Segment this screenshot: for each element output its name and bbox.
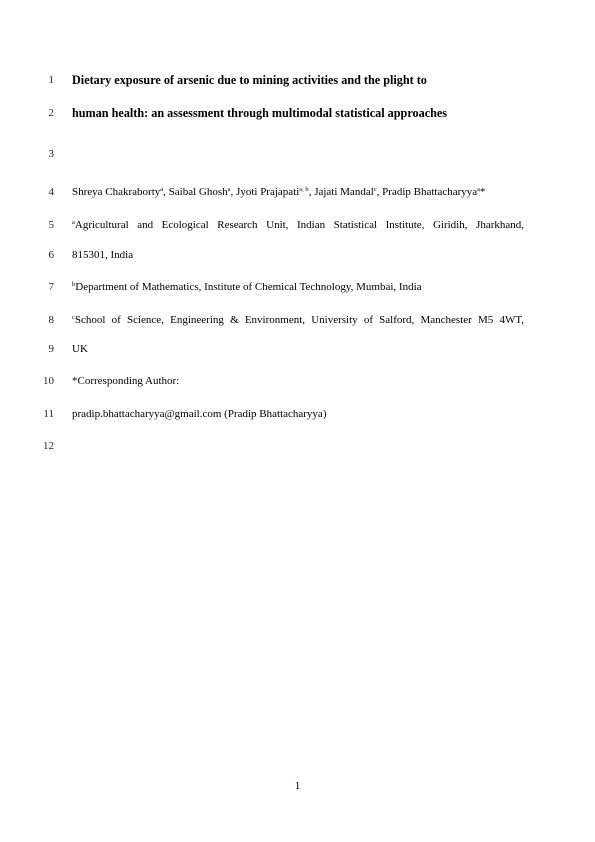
author-affiliation-mark: c [373, 186, 377, 193]
line-number: 4 [48, 186, 54, 198]
author-separator: , [230, 186, 237, 198]
manuscript-line-5 [0, 215, 595, 235]
manuscript-line-6 [0, 245, 595, 265]
manuscript-line-8 [0, 310, 595, 330]
affiliation-c-line-1 [72, 310, 524, 330]
affiliation-a-line-1 [72, 215, 524, 235]
manuscript-line-4 [0, 182, 595, 202]
affiliation-mark: c [72, 314, 75, 321]
author-name: Saibal Ghosh [168, 186, 228, 198]
author-list [72, 182, 524, 202]
author-name: Pradip Bhattacharyya [382, 186, 478, 198]
author-affiliation-mark: a [227, 186, 231, 193]
manuscript-line-10 [0, 371, 595, 391]
affiliation-text: Department of Mathematics, Institute of Chemical Technology, Mumbai, India [75, 281, 422, 293]
author-affiliation-mark: a, b [299, 186, 309, 193]
manuscript-line-11 [0, 404, 595, 424]
affiliation-mark: a [72, 219, 75, 226]
manuscript-line-2 [0, 103, 595, 123]
affiliation-a-line-2: 815301, India [72, 249, 134, 261]
manuscript-line-1 [0, 70, 595, 90]
affiliation-c-line-2: UK [72, 343, 88, 355]
line-number: 11 [43, 408, 54, 420]
line-number: 9 [48, 343, 54, 355]
line-number: 1 [48, 74, 54, 86]
author-name: Jajati Mandal [314, 186, 374, 198]
affiliation-text: Agricultural and Ecological Research Unit, Indian Statistical Institute, Giridih, Jharkhand, [74, 219, 524, 231]
line-number: 3 [48, 148, 54, 160]
corresponding-author-label: *Corresponding Author: [72, 375, 180, 387]
author-separator: , [376, 186, 383, 198]
corresponding-author-contact: pradip.bhattacharyya@gmail.com (Pradip Bhattacharyya) [72, 408, 327, 420]
affiliation-b [72, 277, 524, 297]
affiliation-text: School of Science, Engineering & Environment, University of Salford, Manchester M5 4WT, [74, 314, 524, 326]
author-affiliation-mark: a [160, 186, 164, 193]
manuscript-line-7 [0, 277, 595, 297]
line-number: 10 [43, 375, 54, 387]
manuscript-line-9 [0, 339, 595, 359]
line-number: 2 [48, 107, 54, 119]
title-line-1: Dietary exposure of arsenic due to mining activities and the plight to [72, 73, 427, 87]
author-affiliation-mark: a [477, 186, 481, 193]
line-number: 5 [48, 219, 54, 231]
line-number: 7 [48, 281, 54, 293]
corresponding-author-mark: * [480, 186, 486, 198]
manuscript-line-12 [0, 436, 595, 456]
author-separator: , [308, 186, 315, 198]
affiliation-mark: b [72, 281, 76, 288]
author-name: Shreya Chakraborty [72, 186, 161, 198]
line-number: 12 [43, 440, 54, 452]
line-number: 6 [48, 249, 54, 261]
page-number: 1 [294, 780, 301, 792]
author-separator: , [163, 186, 169, 198]
manuscript-line-3 [0, 144, 595, 164]
line-number: 8 [48, 314, 54, 326]
author-name: Jyoti Prajapati [236, 186, 300, 198]
title-line-2: human health: an assessment through multimodal statistical approaches [72, 106, 448, 120]
